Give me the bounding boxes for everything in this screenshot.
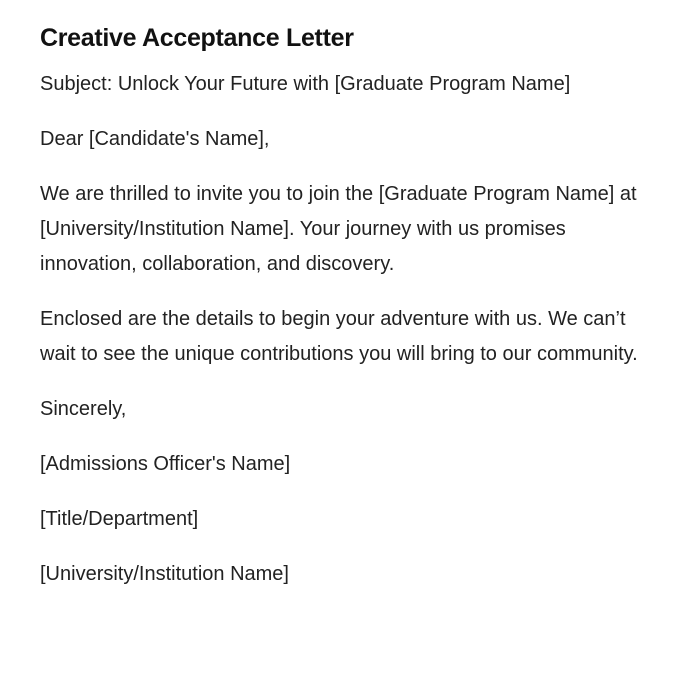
signer-name: [Admissions Officer's Name]	[40, 453, 291, 475]
letter	[40, 24, 650, 612]
signer-institution: [University/Institution Name]	[40, 563, 289, 585]
body-paragraph: We are thrilled to invite you to join the [Graduate Program Name] at [University/Institution Name]. Your journey with us promises innovation, collaboration, and discovery.	[40, 183, 637, 275]
salutation: Dear [Candidate's Name],	[40, 128, 270, 150]
letter-title: Creative Acceptance Letter	[40, 24, 354, 52]
signer-title: [Title/Department]	[40, 508, 199, 530]
subject-line: Subject: Unlock Your Future with [Graduate Program Name]	[40, 73, 571, 95]
body-paragraph: Enclosed are the details to begin your adventure with us. We can’t wait to see the unique contributions you will bring to our community.	[40, 308, 638, 365]
closing: Sincerely,	[40, 398, 127, 420]
